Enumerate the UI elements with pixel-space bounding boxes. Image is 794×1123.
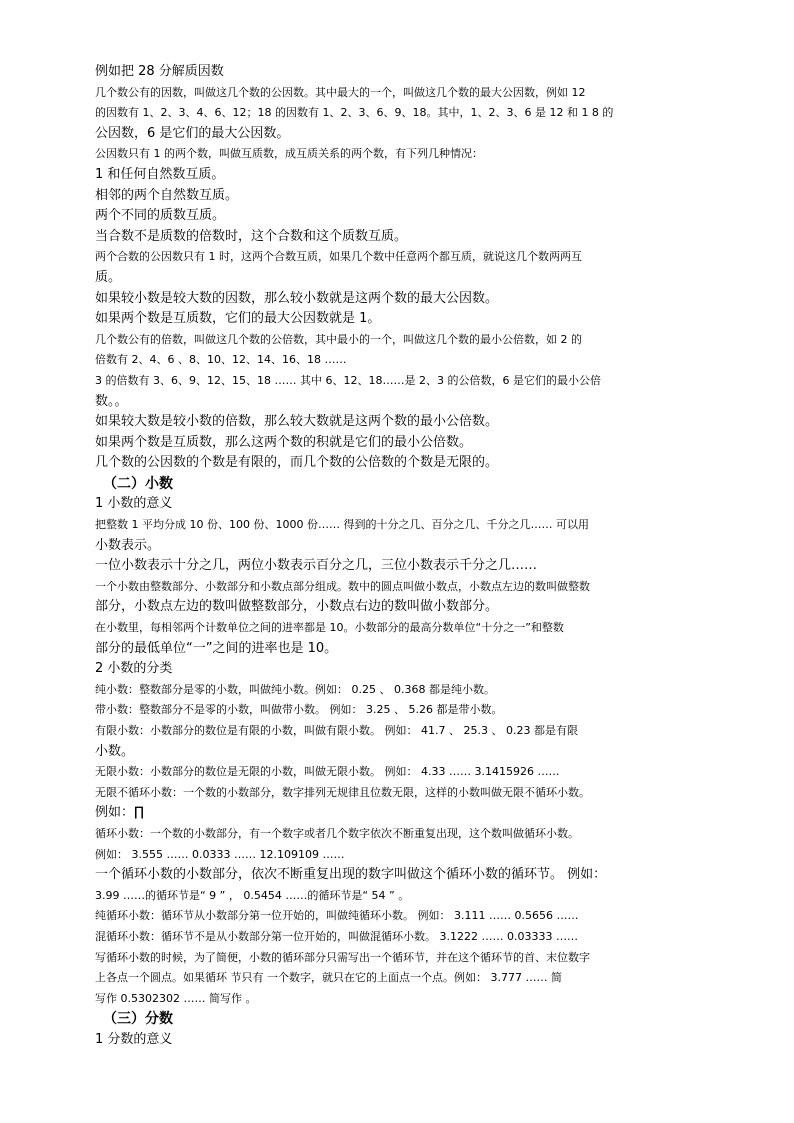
text-line: 1 小数的意义 [95,496,173,512]
text-line: 纯小数：整数部分是零的小数，叫做纯小数。例如： 0.25 、 0.368 都是纯小数。 [95,682,495,696]
text-line: 相邻的两个自然数互质。 [95,187,239,203]
text-line: 纯循环小数：循环节从小数部分第一位开始的，叫做纯循环小数。 例如： 3.111 …… 0.5656 …… [95,909,579,923]
text-line: 如果较小数是较大数的因数，那么较小数就是这两个数的最大公因数。 [95,290,499,306]
text-line: 小数表示。 [95,537,161,553]
text-line: 无限小数：小数部分的数位是无限的小数，叫做无限小数。 例如： 4.33 …… 3.1415926 …… [95,765,560,779]
section-heading: （二）小数 [103,475,173,492]
text-line: 公因数，6 是它们的最大公因数。 [95,125,290,141]
text-line: 质。 [95,269,122,285]
text-line: 几个数公有的因数，叫做这几个数的公因数。其中最大的一个，叫做这几个数的最大公因数，例如 12 [95,85,586,99]
text-line: 循环小数：一个数的小数部分，有一个数字或者几个数字依次不断重复出现，这个数叫做循环小数。 [95,826,579,840]
text-line: 1 和任何自然数互质。 [95,166,225,182]
text-line: 写循环小数的时候，为了简便，小数的循环部分只需写出一个循环节，并在这个循环节的首、末位数字 [95,950,590,964]
text-line: 如果两个数是互质数，它们的最大公因数就是 1。 [95,311,381,327]
text-line: 的因数有 1、2、3、4、6、12；18 的因数有 1、2、3、6、9、18。其中，1、2、3、6 是 12 和 1 8 的 [95,106,614,120]
text-line: 当合数不是质数的倍数时，这个合数和这个质数互质。 [95,228,408,244]
document-page [95,62,713,1051]
text-line: 1 分数的意义 [95,1031,173,1047]
text-line: 写作 0.5302302 …… 简写作 。 [95,991,257,1005]
text-line: 有限小数：小数部分的数位是有限的小数，叫做有限小数。 例如： 41.7 、 25.3 、 0.23 都是有限 [95,724,578,737]
text-line: 倍数有 2、4、6 、8、10、12、14、16、18 …… [95,353,347,367]
text-line: 几个数公有的倍数，叫做这几个数的公倍数，其中最小的一个，叫做这几个数的最小公倍数，如 2 的 [95,332,582,346]
text-line: 把整数 1 平均分成 10 份、100 份、1000 份…… 得到的十分之几、百分之几、千分之几…… 可以用 [95,518,589,532]
text-line: 一个小数由整数部分、小数部分和小数点部分组成。数中的圆点叫做小数点，小数点左边的数叫做整数 [95,579,590,593]
text-line: 3 的倍数有 3、6、9、12、15、18 …… 其中 6、12、18……是 2、3 的公倍数，6 是它们的最小公倍 [95,373,601,387]
text-line: 例如把 28 分解质因数 [95,64,224,79]
text-line: 无限不循环小数：一个数的小数部分，数字排列无规律且位数无限，这样的小数叫做无限不循环小数。 [95,785,590,799]
text-line: 如果较大数是较小数的倍数，那么较大数就是这两个数的最小公倍数。 [95,414,499,430]
text-line: 在小数里，每相邻两个计数单位之间的进率都是 10。小数部分的最高分数单位“十分之一”和整数 [95,621,564,635]
text-line: 部分，小数点左边的数叫做整数部分，小数点右边的数叫做小数部分。 [95,599,499,615]
text-line: 两个不同的质数互质。 [95,208,226,224]
text-line: 公因数只有 1 的两个数，叫做互质数，成互质关系的两个数，有下列几种情况： [95,147,483,161]
text-line: 混循环小数：循环节不是从小数部分第一位开始的，叫做混循环小数。 3.1222 …… 0.03333 …… [95,929,578,943]
text-line: 几个数的公因数的个数是有限的，而几个数的公倍数的个数是无限的。 [95,455,499,471]
text-line: 小数。 [95,743,135,759]
text-line: 部分的最低单位“一”之间的进率也是 10。 [95,640,338,656]
text-line: 如果两个数是互质数，那么这两个数的积就是它们的最小公倍数。 [95,434,473,450]
text-line: 上各点一个圆点。如果循环 节只有 一个数字，就只在它的上面点一个点。例如： 3.777 …… 简 [95,971,562,985]
text-line: 例如： 3.555 …… 0.0333 …… 12.109109 …… [95,847,345,861]
section-heading: （三）分数 [103,1011,173,1028]
text-line: 带小数：整数部分不是零的小数，叫做带小数。 例如： 3.25 、 5.26 都是带小数。 [95,703,503,717]
text-line: 两个合数的公因数只有 1 时，这两个合数互质，如果几个数中任意两个都互质，就说这几个数两两互 [95,250,582,264]
text-line: 例如：∏ [95,805,144,821]
text-line: 2 小数的分类 [95,661,173,677]
text-line: 一个循环小数的小数部分，依次不断重复出现的数字叫做这个循环小数的循环节。 例如： [95,867,607,883]
text-line: 一位小数表示十分之几，两位小数表示百分之几，三位小数表示千分之几…… [95,558,538,574]
text-line: 3.99 ……的循环节是“ 9 ” ， 0.5454 ……的循环节是“ 54 ” 。 [95,888,410,902]
text-line: 数。。 [95,393,128,409]
